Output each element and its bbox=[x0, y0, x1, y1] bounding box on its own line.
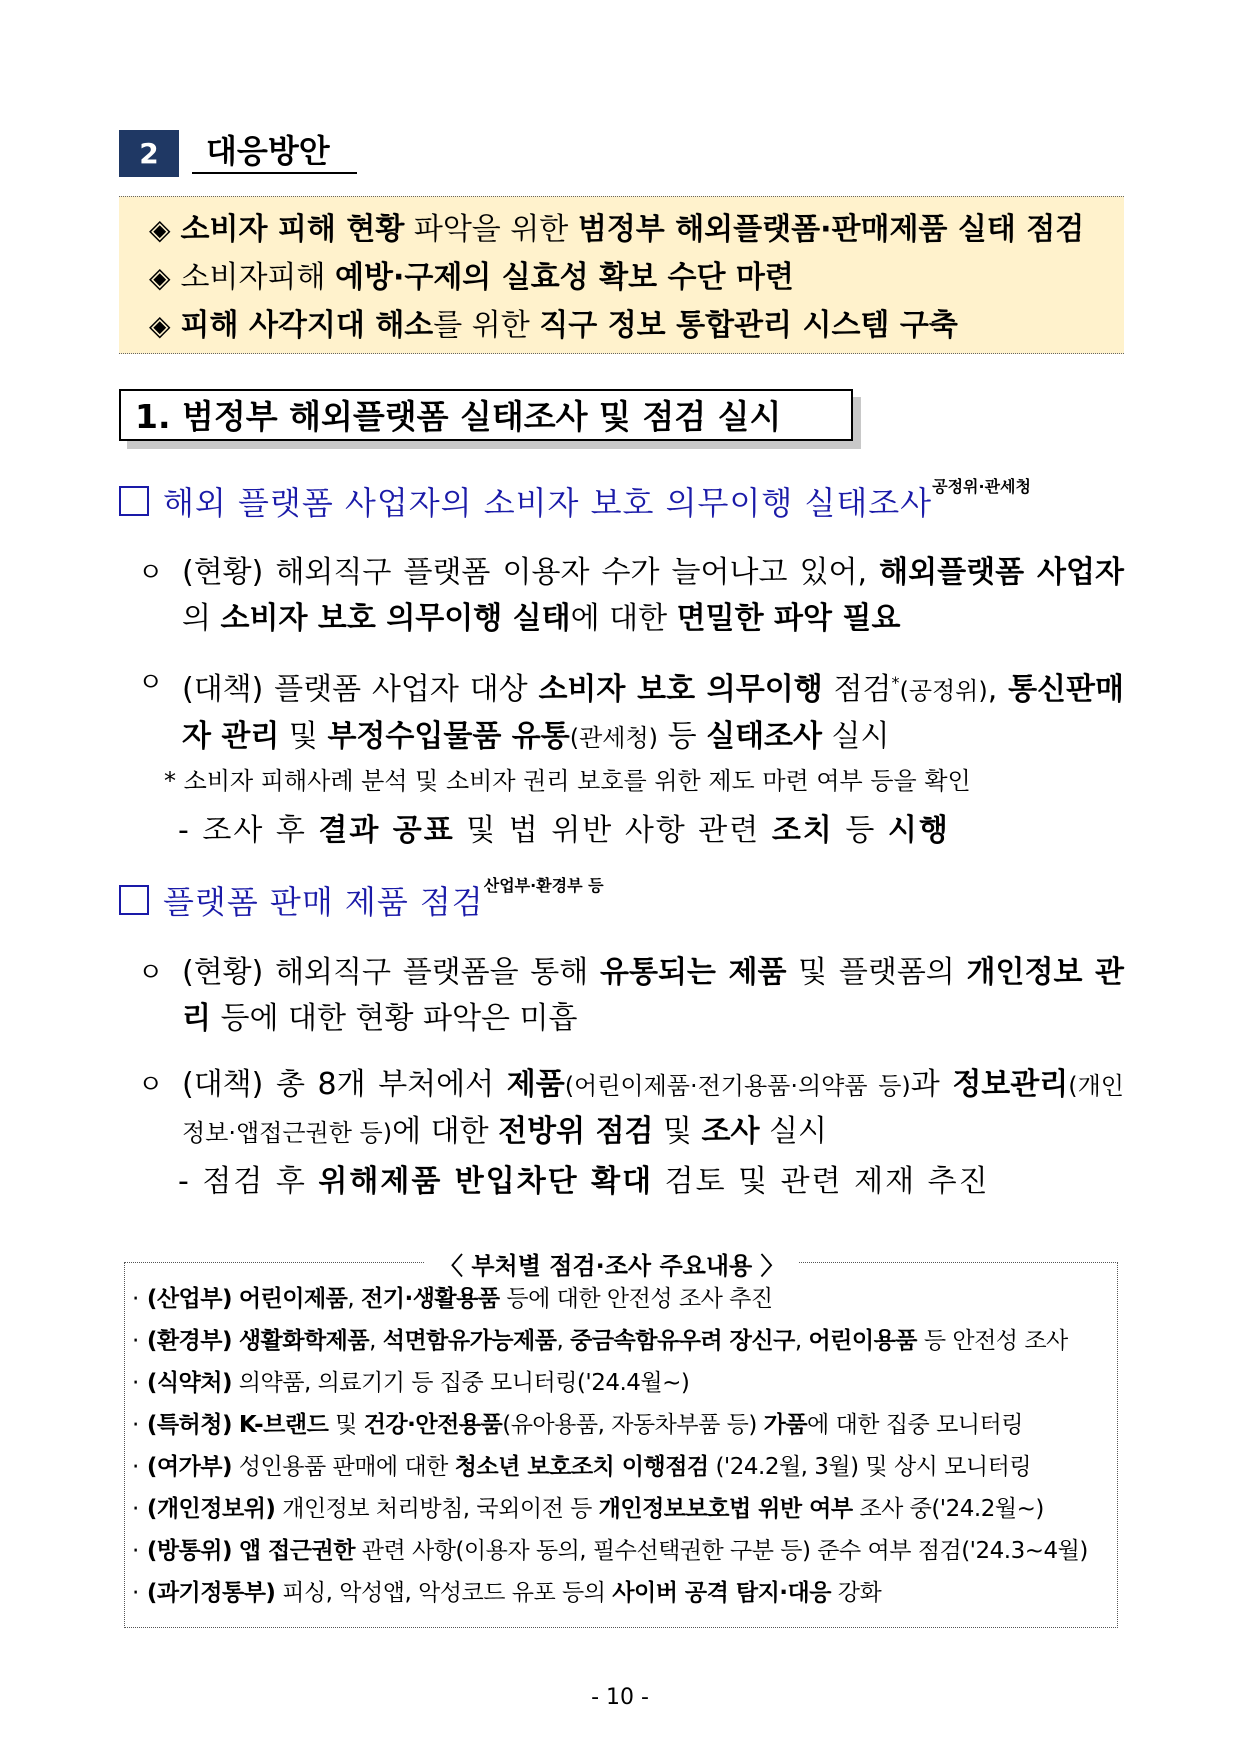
emphasis-text: 조치 bbox=[771, 813, 834, 848]
text-run bbox=[232, 1412, 239, 1438]
text-run: 에 대한 집중 모니터링 bbox=[807, 1412, 1023, 1438]
emphasis-text: 직구 정보 통합관리 시스템 구축 bbox=[539, 308, 958, 343]
footnote: * 소비자 피해사례 분석 및 소비자 권리 보호를 위한 제도 마련 여부 등을 확인 bbox=[164, 767, 971, 795]
text-run: , bbox=[347, 1286, 362, 1312]
text-run: 및 bbox=[279, 719, 328, 754]
text-run: , bbox=[556, 1328, 571, 1354]
text-run: 조사 중('24.2월~) bbox=[852, 1496, 1044, 1522]
emphasis-text: 개인정보보호법 위반 여부 bbox=[598, 1496, 853, 1522]
emphasis-text: (개인정보위) bbox=[146, 1496, 276, 1522]
emphasis-text: 피해 사각지대 해소 bbox=[180, 308, 434, 343]
page-number: - 10 - bbox=[591, 1685, 649, 1710]
section-title: 대응방안 bbox=[192, 126, 357, 174]
emphasis-text: 중금속함유우려 장신구 bbox=[570, 1328, 795, 1354]
text-run: 의 bbox=[182, 601, 221, 636]
text-run: (어린이제품·전기용품·의약품 등) bbox=[564, 1072, 911, 1100]
emphasis-text: 결과 공표 bbox=[318, 813, 455, 848]
text-run: 강화 bbox=[830, 1580, 882, 1606]
circle-bullet-icon: ㅇ bbox=[138, 668, 164, 698]
text-run: 및 bbox=[328, 1412, 364, 1438]
text-run: 검토 및 관련 제재 추진 bbox=[653, 1164, 990, 1199]
diamond-bullet-icon: ◈ bbox=[149, 261, 171, 294]
circle-item bbox=[138, 550, 1124, 642]
emphasis-text: 어린이제품 bbox=[238, 1286, 348, 1312]
text-run: , bbox=[794, 1328, 809, 1354]
ministry-line: · (산업부) 어린이제품, 전기·생활용품 등에 대한 안전성 조사 추진 bbox=[132, 1286, 773, 1312]
ministry-line: · (환경부) 생활화학제품, 석면함유가능제품, 중금속함유우려 장신구, 어린이용품 등 안전성 조사 bbox=[132, 1328, 1068, 1354]
ministry-line: · (특허청) K-브랜드 및 건강·안전용품(유아용품, 자동차부품 등) 가품에 대한 집중 모니터링 bbox=[132, 1412, 1023, 1438]
emphasis-text: 면밀한 파악 필요 bbox=[676, 601, 901, 636]
ministry-box-title: 〈 부처별 점검·조사 주요내용 〉 bbox=[425, 1246, 799, 1281]
summary-line bbox=[119, 254, 1124, 302]
emphasis-text: 해외플랫폼 사업자 bbox=[879, 555, 1124, 590]
emphasis-text: 사이버 공격 탐지·대응 bbox=[612, 1580, 831, 1606]
emphasis-text: 실태조사 bbox=[706, 719, 823, 754]
emphasis-text: 청소년 보호조치 이행점검 bbox=[454, 1454, 709, 1480]
text-run: 점검 bbox=[822, 672, 892, 707]
emphasis-text: (여가부) bbox=[146, 1454, 232, 1480]
dash-item bbox=[178, 805, 950, 849]
emphasis-text: (방통위) bbox=[146, 1538, 232, 1564]
text-run: , bbox=[987, 672, 1009, 707]
agency-superscript: 산업부·환경부 등 bbox=[483, 876, 604, 895]
emphasis-text: 제품 bbox=[506, 1067, 565, 1102]
ministry-line: · (개인정보위) 개인정보 처리방침, 국외이전 등 개인정보보호법 위반 여부 조사 중('24.2월~) bbox=[132, 1496, 1044, 1522]
text-run: 관련 사항(이용자 동의, 필수선택권한 구분 등) 준수 여부 점검('24.3~4월) bbox=[354, 1538, 1088, 1564]
subsection-title: 1. 범정부 해외플랫폼 실태조사 및 점검 실시 bbox=[119, 389, 853, 441]
text-run: 소비자피해 bbox=[180, 260, 335, 295]
square-bullet-icon bbox=[119, 885, 149, 915]
section-number: 2 bbox=[119, 130, 179, 177]
text-run: 성인용품 판매에 대한 bbox=[232, 1454, 455, 1480]
text-run: - 점검 후 bbox=[178, 1164, 319, 1199]
diamond-bullet-icon: ◈ bbox=[149, 309, 171, 342]
text-run: (관세청) bbox=[569, 724, 659, 752]
emphasis-text: 가품 bbox=[763, 1412, 808, 1438]
text-run: (대책) 총 8개 부처에서 bbox=[182, 1067, 507, 1102]
text-run: 과 bbox=[910, 1067, 953, 1102]
text-run: 실시 bbox=[759, 1114, 827, 1149]
circle-item bbox=[138, 660, 1124, 761]
emphasis-text: 예방·구제의 실효성 확보 수단 마련 bbox=[334, 260, 794, 295]
diamond-bullet-icon: ◈ bbox=[149, 213, 171, 246]
text-run: (공정위) bbox=[899, 677, 988, 705]
text-run: ('24.2월, 3월) 및 상시 모니터링 bbox=[708, 1454, 1032, 1480]
text-run: 및 bbox=[653, 1114, 702, 1149]
circle-item bbox=[138, 950, 1124, 1042]
emphasis-text: K-브랜드 bbox=[238, 1412, 329, 1438]
emphasis-text: 범정부 해외플랫폼·판매제품 실태 점검 bbox=[577, 212, 1085, 247]
text-run: 및 법 위반 사항 관련 bbox=[454, 813, 772, 848]
emphasis-text: 전방위 점검 bbox=[498, 1114, 654, 1149]
summary-box bbox=[119, 196, 1124, 354]
circle-bullet-icon: ㅇ bbox=[138, 558, 164, 588]
agency-superscript: 공정위·관세청 bbox=[932, 477, 1031, 496]
emphasis-text: (과기정통부) bbox=[146, 1580, 276, 1606]
text-run: (대책) 플랫폼 사업자 대상 bbox=[182, 672, 539, 707]
square-heading-survey: 해외 플랫폼 사업자의 소비자 보호 의무이행 실태조사$^{공정위\cdot 관세청}$ bbox=[119, 474, 1031, 524]
circle-bullet-icon: ㅇ bbox=[138, 958, 164, 988]
emphasis-text: 유통되는 제품 bbox=[599, 955, 787, 990]
emphasis-text: 생활화학제품 bbox=[238, 1328, 370, 1354]
emphasis-text: 개인정보 관리 bbox=[182, 955, 1125, 1036]
ministry-line: · (과기정통부) 피싱, 악성앱, 악성코드 유포 등의 사이버 공격 탐지·대응 강화 bbox=[132, 1580, 882, 1606]
circle-bullet-icon: ㅇ bbox=[138, 1070, 164, 1100]
summary-line bbox=[119, 302, 1124, 350]
text-run: (유아용품, 자동차부품 등) bbox=[502, 1412, 764, 1438]
square-heading-product: 플랫폼 판매 제품 점검$^{산업부\cdot 환경부 등}$ bbox=[119, 873, 604, 923]
emphasis-text: (식약처) bbox=[146, 1370, 232, 1396]
text-run: 파악을 위한 bbox=[404, 212, 578, 247]
ministry-line: · (방통위) 앱 접근권한 관련 사항(이용자 동의, 필수선택권한 구분 등) 준수 여부 점검('24.3~4월) bbox=[132, 1538, 1088, 1564]
text-run: 를 위한 bbox=[433, 308, 540, 343]
emphasis-text: 시행 bbox=[887, 813, 950, 848]
square-bullet-icon bbox=[119, 486, 149, 516]
emphasis-text: 전기·생활용품 bbox=[361, 1286, 500, 1312]
ministry-line: · (식약처) 의약품, 의료기기 등 집중 모니터링('24.4월~) bbox=[132, 1370, 690, 1396]
text-run: 에 대한 bbox=[570, 601, 677, 636]
text-run bbox=[232, 1328, 239, 1354]
text-run: 및 플랫폼의 bbox=[786, 955, 967, 990]
text-run bbox=[232, 1538, 239, 1564]
summary-line bbox=[119, 206, 1124, 254]
emphasis-text: 어린이용품 bbox=[808, 1328, 918, 1354]
emphasis-text: (산업부) bbox=[146, 1286, 232, 1312]
text-run: (개인정보·앱접근권한 등) bbox=[182, 1072, 1124, 1147]
emphasis-text: 소비자 보호 의무이행 bbox=[538, 672, 823, 707]
emphasis-text: 건강·안전용품 bbox=[363, 1412, 503, 1438]
text-run: 등 bbox=[833, 813, 888, 848]
emphasis-text: (환경부) bbox=[146, 1328, 232, 1354]
emphasis-text: 통신판매자 관리 bbox=[182, 672, 1124, 754]
emphasis-text: 정보관리 bbox=[952, 1067, 1069, 1102]
dash-item bbox=[178, 1156, 990, 1200]
text-run: 에 대한 bbox=[392, 1114, 499, 1149]
emphasis-text: 조사 bbox=[701, 1114, 760, 1149]
emphasis-text: (특허청) bbox=[146, 1412, 232, 1438]
text-run: (현황) 해외직구 플랫폼 이용자 수가 늘어나고 있어, bbox=[182, 555, 880, 590]
text-run: 의약품, 의료기기 등 집중 모니터링('24.4월~) bbox=[232, 1370, 690, 1396]
text-run: 개인정보 처리방침, 국외이전 등 bbox=[275, 1496, 599, 1522]
text-run: - 조사 후 bbox=[178, 813, 319, 848]
ministry-line: · (여가부) 성인용품 판매에 대한 청소년 보호조치 이행점검 ('24.2월, 3월) 및 상시 모니터링 bbox=[132, 1454, 1032, 1480]
text-run: * bbox=[891, 673, 900, 692]
text-run: 실시 bbox=[822, 719, 890, 754]
text-run: 피싱, 악성앱, 악성코드 유포 등의 bbox=[275, 1580, 613, 1606]
text-run: (현황) 해외직구 플랫폼을 통해 bbox=[182, 955, 600, 990]
emphasis-text: 석면함유가능제품 bbox=[382, 1328, 557, 1354]
text-run bbox=[232, 1286, 239, 1312]
emphasis-text: 소비자 보호 의무이행 실태 bbox=[220, 601, 571, 636]
text-run: 등에 대한 현황 파악은 미흡 bbox=[210, 1001, 578, 1036]
emphasis-text: 부정수입물품 유통 bbox=[327, 719, 570, 754]
text-run: 등에 대한 안전성 조사 추진 bbox=[499, 1286, 773, 1312]
text-run: , bbox=[369, 1328, 383, 1354]
text-run: 등 bbox=[658, 719, 707, 754]
text-run: 등 안전성 조사 bbox=[917, 1328, 1068, 1354]
circle-item bbox=[138, 1062, 1124, 1156]
emphasis-text: 앱 접근권한 bbox=[238, 1538, 355, 1564]
emphasis-text: 소비자 피해 현황 bbox=[180, 212, 405, 247]
emphasis-text: 위해제품 반입차단 확대 bbox=[318, 1164, 654, 1199]
